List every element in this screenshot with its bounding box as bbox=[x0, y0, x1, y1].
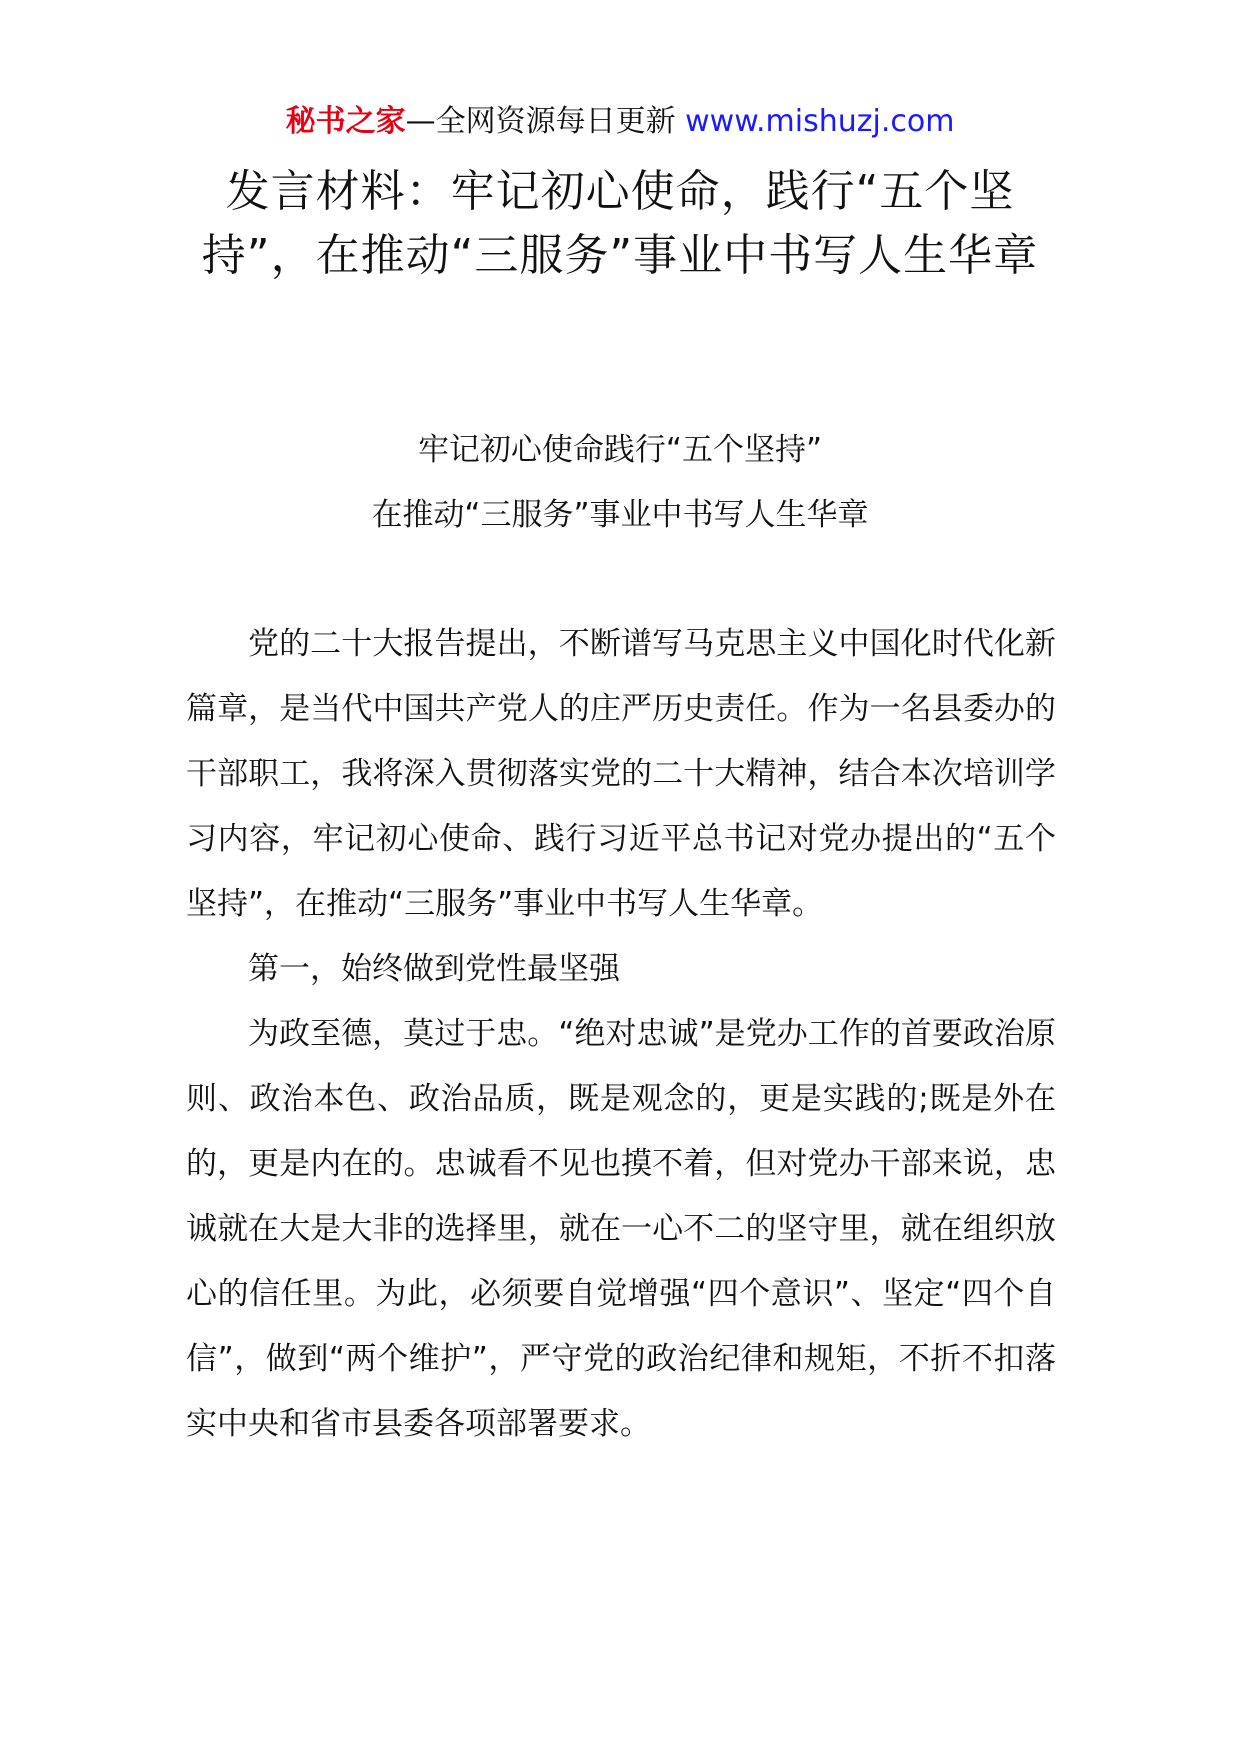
subtitle-line-1: 牢记初心使命践行“五个坚持” bbox=[417, 432, 823, 468]
section-heading-1: 第一，始终做到党性最坚强 bbox=[248, 951, 620, 987]
header-tagline: —全网资源每日更新 bbox=[405, 104, 676, 139]
site-header bbox=[0, 100, 1240, 144]
subtitle-line-2: 在推动“三服务”事业中书写人生华章 bbox=[371, 497, 869, 533]
document-title: 发言材料：牢记初心使命，践行“五个坚持”，在推动“三服务”事业中书写人生华章 bbox=[201, 166, 1039, 281]
site-url-link[interactable]: www.mishuzj.com bbox=[685, 104, 955, 139]
body-paragraph-2: 为政至德，莫过于忠。“绝对忠诚”是党办工作的首要政治原则、政治本色、政治品质，既是观念的，更是实践的;既是外在的，更是内在的。忠诚看不见也摸不着，但对党办干部来说，忠诚就在大是大非的选择里，就在一心不二的坚守里，就在组织放心的信任里。为此，必须要自觉增强“四个意识”、坚定“四个自信”，做到“两个维护”，严守党的政治纪律和规矩，不折不扣落实中央和省市县委各项部署要求。 bbox=[186, 1016, 1056, 1442]
body-paragraph-1: 党的二十大报告提出，不断谱写马克思主义中国化时代化新篇章，是当代中国共产党人的庄严历史责任。作为一名县委办的干部职工，我将深入贯彻落实党的二十大精神，结合本次培训学习内容，牢记初心使命、践行习近平总书记对党办提出的“五个坚持”，在推动“三服务”事业中书写人生华章。 bbox=[186, 626, 1056, 922]
brand-name: 秘书之家 bbox=[285, 104, 406, 139]
document-body bbox=[186, 612, 1056, 1457]
